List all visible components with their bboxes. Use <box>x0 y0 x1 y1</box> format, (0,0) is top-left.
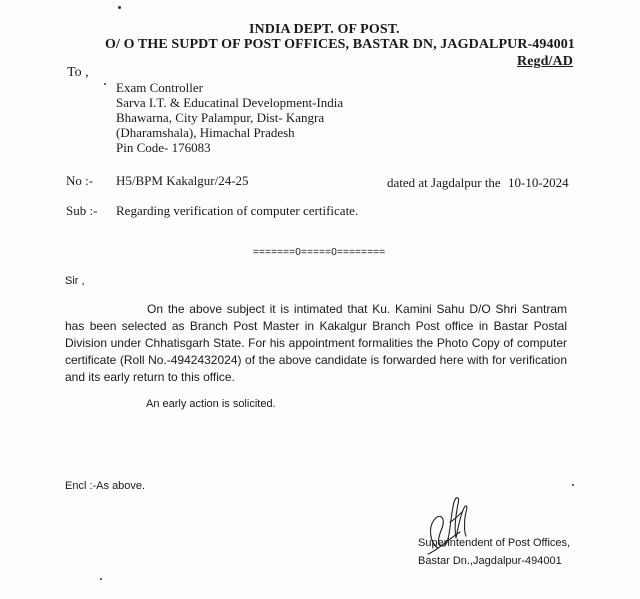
signatory-title: Superintendent of Post Offices, <box>418 537 571 549</box>
ref-no-value: H5/BPM Kakalgur/24-25 <box>116 173 249 188</box>
letter-date: 10-10-2024 <box>508 175 569 190</box>
addressee-line-4: (Dharamshala), Himachal Pradesh <box>116 125 295 140</box>
scan-speck <box>572 484 574 486</box>
signatory-office: Bastar Dn.,Jagdalpur-494001 <box>418 555 562 567</box>
salutation: Sir , <box>65 275 85 287</box>
addressee-line-1: Exam Controller <box>116 80 204 95</box>
scan-speck <box>100 578 102 580</box>
subject-text: Regarding verification of computer certificate. <box>116 203 359 218</box>
dept-title: INDIA DEPT. OF POST. <box>249 22 400 37</box>
addressee-line-2: Sarva I.T. & Educatinal Development-India <box>116 95 344 110</box>
closing-line: An early action is solicited. <box>146 398 276 410</box>
to-label: To , <box>67 65 89 80</box>
office-title: O/ O THE SUPDT OF POST OFFICES, BASTAR DN, JAGDALPUR-494001 <box>105 37 575 52</box>
body-paragraph: On the above subject it is intimated that Ku. Kamini Sahu D/O Shri Santram has been selected as Branch Post Master in Kakalgur Branch Post office in Bastar Postal Division under Chhatisgarh State. For his appointment formalities the Photo Copy of computer certificate (Roll No.-4942432024) of the above candidate is forwarded here with for verification and its early return to this office. <box>65 302 567 384</box>
ref-no-label: No :- <box>66 173 94 188</box>
separator-line: =======0=====0======== <box>253 247 386 258</box>
dated-label: dated at Jagdalpur the <box>387 175 501 190</box>
scan-speck <box>118 6 121 9</box>
subject-label: Sub :- <box>66 203 98 218</box>
scan-speck <box>104 83 106 85</box>
regd-ad-label: Regd/AD <box>517 54 573 69</box>
addressee-line-3: Bhawarna, City Palampur, Dist- Kangra <box>116 110 325 125</box>
enclosure-note: Encl :-As above. <box>65 480 146 492</box>
addressee-line-5: Pin Code- 176083 <box>116 140 211 155</box>
